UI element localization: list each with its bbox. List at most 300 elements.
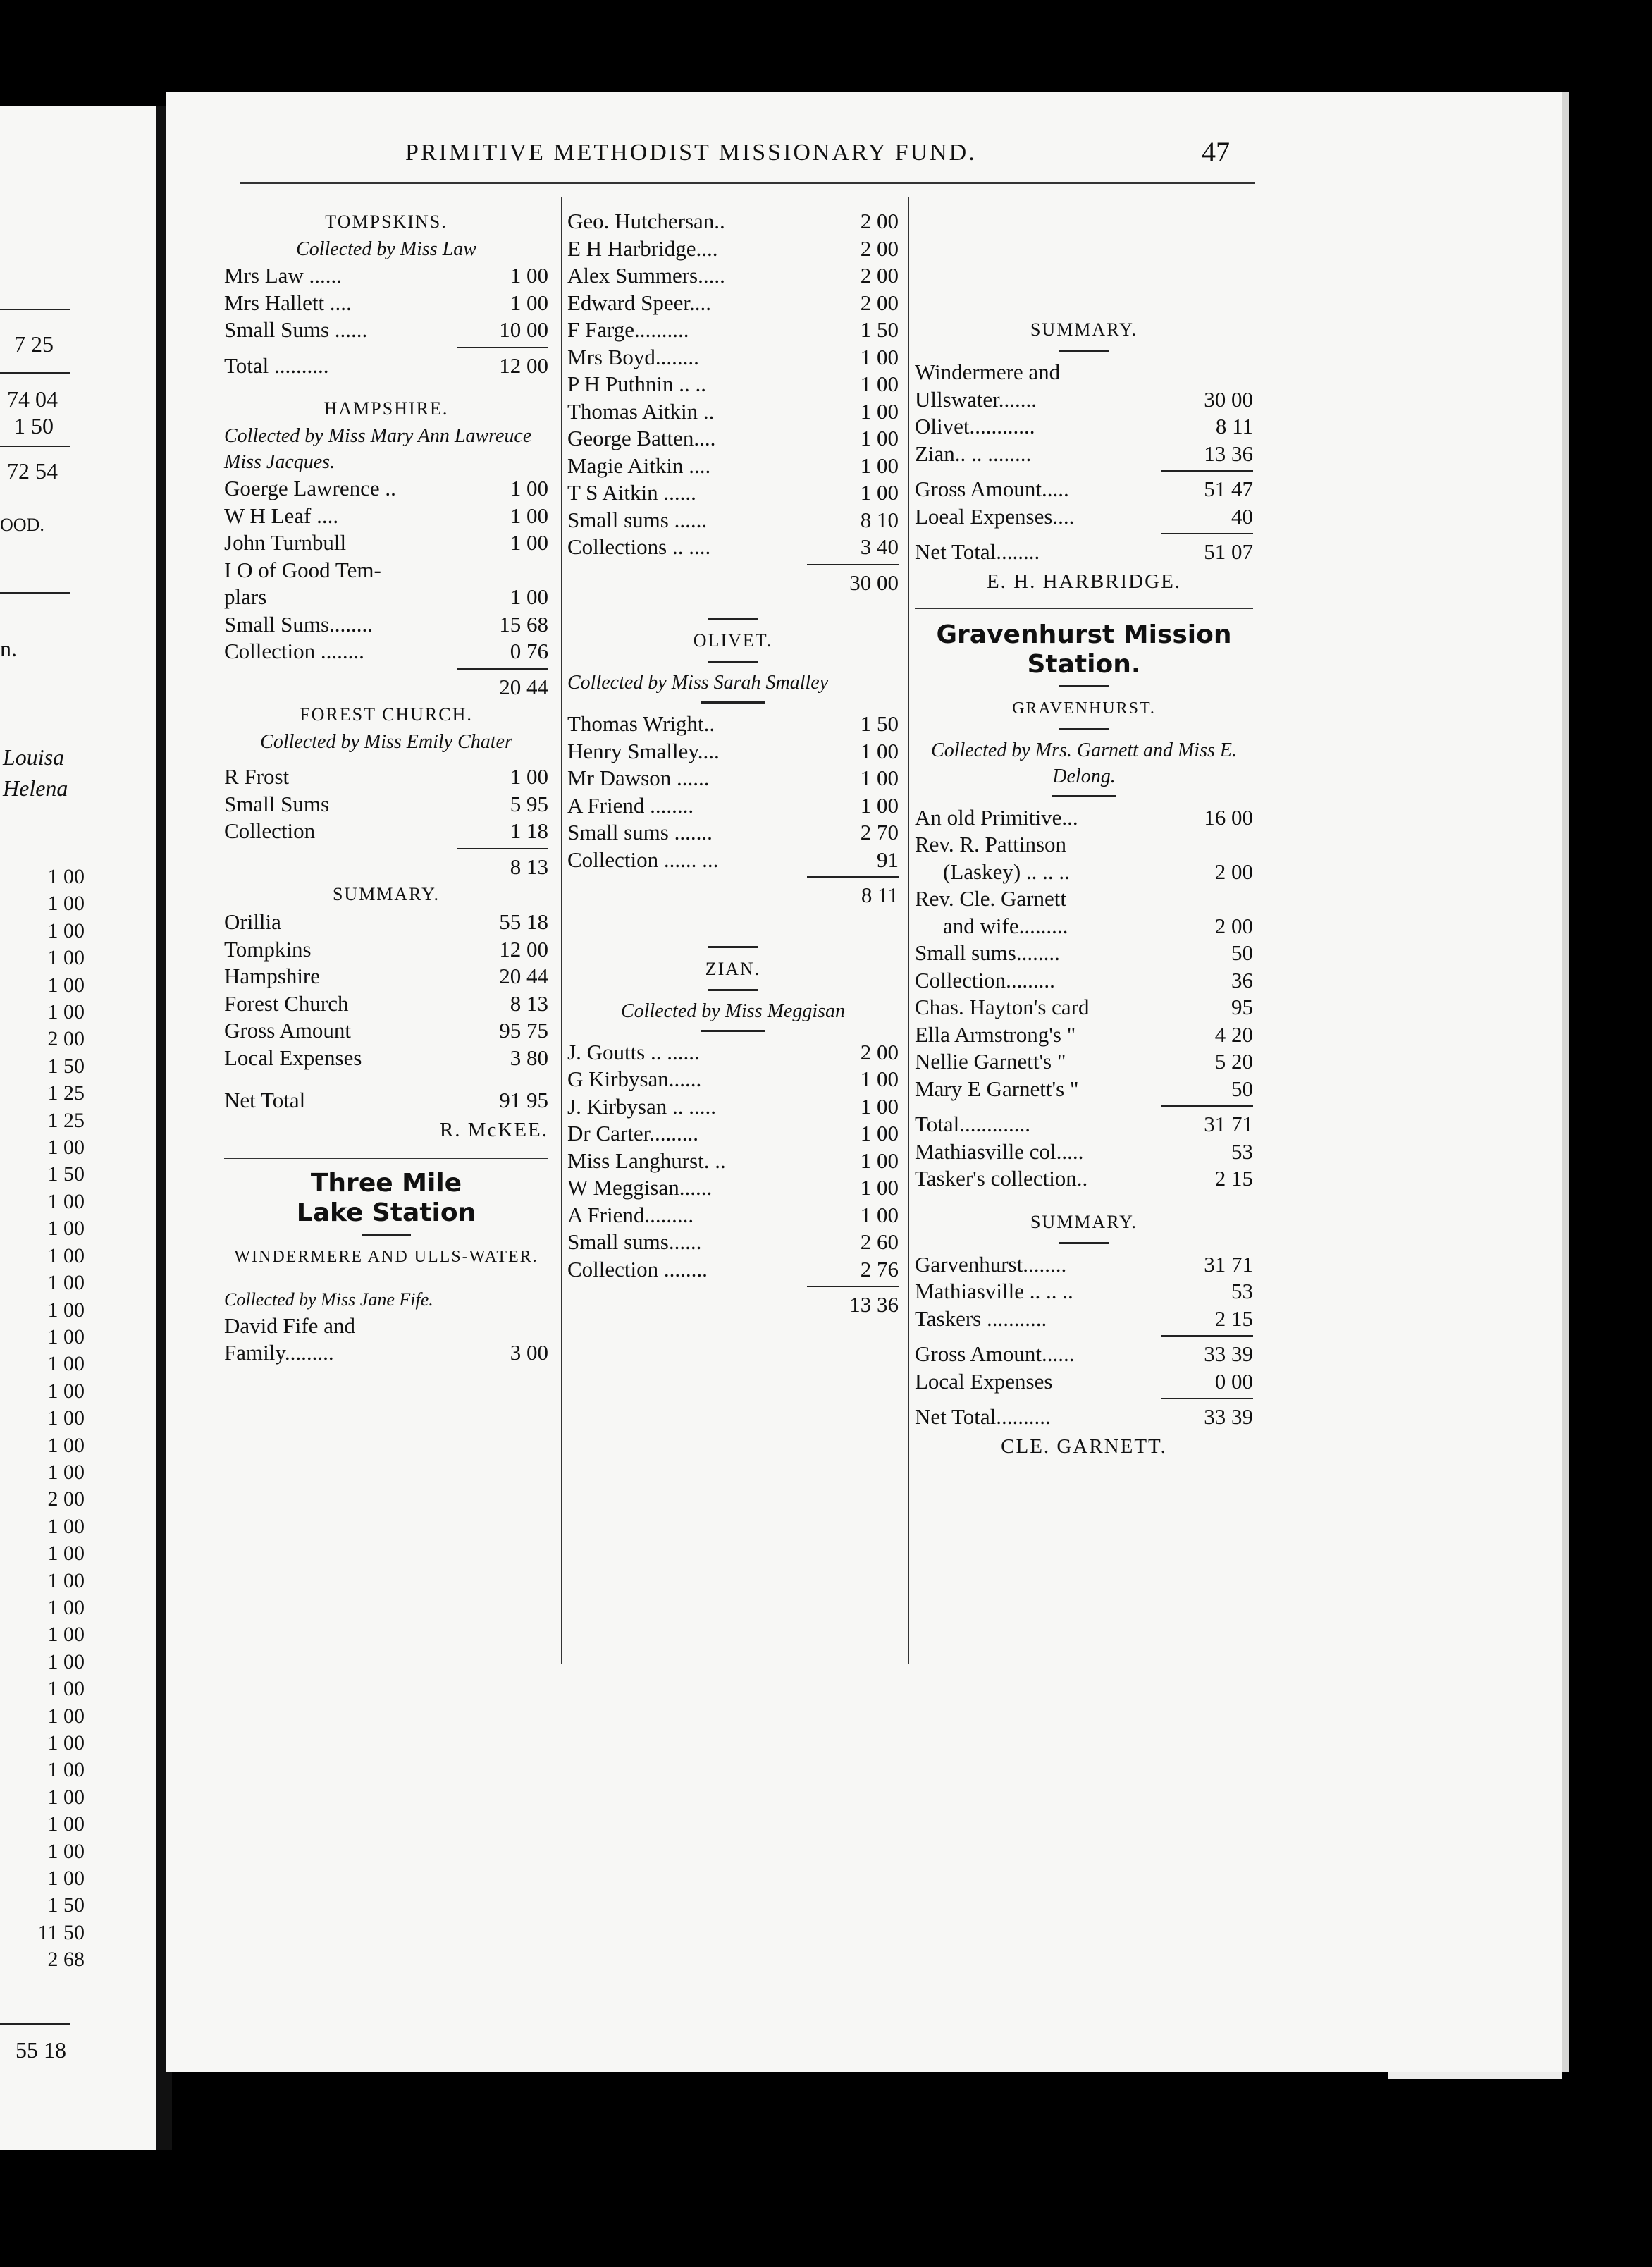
entry-row [567, 371, 899, 398]
left-amount: 1 00 [47, 892, 85, 916]
left-amount: 1 00 [47, 1785, 85, 1809]
row-amount: 53 [1231, 1279, 1253, 1303]
row-name: Taskers ........... [915, 1305, 1047, 1331]
short-rule [1059, 1242, 1109, 1244]
entry-row [224, 475, 548, 503]
spacer [224, 379, 548, 395]
row-amount: 2 00 [860, 290, 899, 315]
column-divider [561, 197, 562, 1664]
sum-rule [1161, 470, 1253, 472]
entry-row [567, 1120, 899, 1148]
collector-line: Collected by Mrs. Garnett and Miss E. Delong. [931, 739, 1237, 787]
header-rule [240, 182, 1255, 184]
entry-row [567, 534, 899, 561]
row-name: Garvenhurst........ [915, 1251, 1067, 1277]
sub-heading: GRAVENHURST. [1012, 699, 1156, 718]
divider [0, 2023, 70, 2025]
row-name: Small sums ...... [567, 507, 708, 532]
left-value: 1 50 [14, 413, 54, 438]
forest-list [224, 763, 548, 845]
entry-row [224, 638, 548, 665]
spacer [224, 1071, 548, 1087]
net-total-row [224, 1087, 548, 1114]
summary-row [915, 413, 1253, 441]
entry-row [567, 1202, 899, 1229]
sum-rule [457, 848, 548, 849]
row-name: Collection......... [915, 967, 1055, 993]
left-value: 74 04 [7, 386, 58, 412]
entry-row [224, 611, 548, 639]
spacer [567, 596, 899, 612]
row-name: Thomas Aitkin .. [567, 398, 715, 424]
row-amount: 1 50 [860, 317, 899, 342]
entry-row [224, 503, 548, 530]
row-amount: 30 00 [849, 570, 899, 595]
row-amount: 1 00 [510, 764, 548, 789]
tompkins-list [224, 262, 548, 344]
row-amount: 3 00 [510, 1340, 548, 1365]
left-fragment-text: n. [0, 636, 17, 661]
row-name: Hampshire [224, 964, 321, 988]
row-name: Collection ...... ... [567, 847, 719, 872]
row-name: Total............. [915, 1112, 1031, 1136]
row-amount: 50 [1231, 940, 1253, 965]
section-rule [915, 608, 1253, 610]
row-amount: 36 [1231, 967, 1253, 993]
divider [0, 592, 70, 594]
left-amount: 1 00 [47, 1379, 85, 1403]
section-heading: SUMMARY. [1030, 1211, 1138, 1232]
row-amount: 1 00 [860, 1148, 899, 1173]
spacer [224, 755, 548, 763]
row-amount: 2 00 [860, 1039, 899, 1064]
row-name: Small Sums ...... [224, 317, 368, 342]
entry-row [567, 290, 899, 317]
left-amount: 1 00 [47, 1271, 85, 1295]
short-rule [708, 661, 758, 663]
section-heading: TOMPSKINS. [325, 211, 448, 232]
left-value: 7 25 [14, 331, 54, 357]
row-amount: 1 00 [860, 371, 899, 396]
row-amount: 95 [1231, 995, 1253, 1019]
row-amount: 53 [1231, 1138, 1253, 1164]
entry-row [915, 940, 1253, 967]
left-amount: 1 00 [47, 973, 85, 997]
row-name: J. Kirbysan .. ..... [567, 1093, 716, 1119]
short-rule [1059, 728, 1109, 730]
left-amount: 1 00 [47, 1649, 85, 1673]
row-name: Small sums........ [915, 940, 1060, 965]
row-name: P H Puthnin .. .. [567, 371, 706, 396]
row-name: Orillia [224, 909, 281, 934]
spacer [567, 909, 899, 940]
short-rule [1059, 350, 1109, 352]
row-name: A Friend......... [567, 1202, 694, 1227]
short-rule [1059, 685, 1109, 687]
entry-row [915, 1076, 1253, 1103]
gross-row [915, 476, 1253, 503]
row-name: Net Total.......... [915, 1404, 1051, 1429]
row-amount: 1 00 [510, 290, 548, 315]
row-amount: 30 00 [1204, 386, 1253, 412]
entry-row [567, 1093, 899, 1121]
entry-row [567, 1256, 899, 1284]
row-name: Mrs Hallett .... [224, 290, 352, 315]
row-name: A Friend ........ [567, 792, 694, 818]
row-name: Local Expenses [915, 1368, 1053, 1394]
left-amount: 1 00 [47, 1812, 85, 1836]
row-amount: 1 00 [860, 344, 899, 369]
row-name: Mathiasville .. .. .. [915, 1279, 1073, 1303]
row-amount: 1 00 [860, 453, 899, 478]
row-name: Edward Speer.... [567, 290, 712, 315]
summary-row [224, 1017, 548, 1045]
row-name: Gross Amount [224, 1018, 351, 1043]
left-amount: 1 00 [47, 1677, 85, 1701]
short-rule [708, 618, 758, 620]
left-amount: 1 00 [47, 865, 85, 888]
entry-row [567, 1229, 899, 1256]
row-name: Forest Church [224, 990, 349, 1016]
entry-row [567, 479, 899, 507]
row-name: Tompkins [224, 936, 312, 962]
left-value: 72 54 [7, 458, 58, 484]
entry-row [567, 208, 899, 235]
entry-row [567, 235, 899, 263]
row-name: W H Leaf .... [224, 503, 339, 528]
subscriber-list [567, 208, 899, 561]
column-3 [915, 316, 1253, 1462]
left-amount: 1 00 [47, 1704, 85, 1728]
signature: E. H. HARBRIDGE. [986, 570, 1182, 593]
entry-row [915, 885, 1253, 913]
total-row [224, 352, 548, 380]
entry-row [915, 913, 1253, 940]
row-name: I O of Good Tem- [224, 557, 381, 582]
entry-row [567, 425, 899, 453]
row-name: Total .......... [224, 352, 329, 378]
row-amount: 1 00 [860, 1067, 899, 1091]
short-rule [1052, 795, 1116, 797]
row-name: Local Expenses [224, 1045, 362, 1070]
left-amount: 1 00 [47, 1623, 85, 1647]
row-name: Family......... [224, 1340, 334, 1365]
row-amount: 40 [1231, 503, 1253, 529]
left-amount: 1 00 [47, 1758, 85, 1782]
station-heading: Three Mile Lake Station [296, 1168, 476, 1227]
short-rule [701, 701, 765, 704]
left-page-fragment [0, 106, 156, 2150]
row-name: Collection ........ [567, 1256, 708, 1282]
row-amount: 3 80 [510, 1045, 548, 1070]
station-heading: Gravenhurst Mission Station. [936, 620, 1232, 679]
row-amount: 51 47 [1204, 477, 1253, 501]
row-amount: 33 39 [1204, 1341, 1253, 1366]
page-edge-shadow [1562, 92, 1569, 2072]
sum-rule [1161, 1335, 1253, 1337]
row-amount: 2 15 [1214, 1305, 1253, 1331]
entry-row [224, 763, 548, 791]
entry-row [915, 967, 1253, 995]
row-name: Small Sums [224, 791, 330, 816]
entry-row [567, 398, 899, 426]
row-amount: 33 39 [1204, 1404, 1253, 1429]
section-heading: FOREST CHURCH. [300, 704, 473, 725]
sum-rule [1161, 533, 1253, 534]
row-name: Dr Carter......... [567, 1121, 698, 1145]
sum-rule [457, 668, 548, 670]
row-amount: 1 00 [860, 792, 899, 818]
left-amount: 1 00 [47, 1867, 85, 1891]
row-name: Nellie Garnett's " [915, 1049, 1066, 1074]
entry-row [567, 819, 899, 847]
row-amount: 2 76 [860, 1256, 899, 1282]
row-name: T S Aitkin ...... [567, 480, 696, 505]
summary-row [224, 936, 548, 964]
left-amount: 1 00 [47, 1136, 85, 1160]
row-amount: 1 50 [860, 711, 899, 736]
entry-row [567, 1039, 899, 1067]
row-amount: 31 71 [1204, 1112, 1253, 1136]
row-name: Rev. Cle. Garnett [915, 886, 1066, 911]
row-amount: 12 00 [499, 352, 548, 378]
row-name: Collection ........ [224, 639, 364, 663]
row-amount: 20 44 [499, 674, 548, 699]
row-amount: 1 00 [860, 1121, 899, 1145]
row-name: Chas. Hayton's card [915, 995, 1090, 1019]
row-name: and wife......... [943, 913, 1068, 938]
left-amount: 1 00 [47, 1514, 85, 1538]
left-amount: 1 00 [47, 1595, 85, 1619]
entry-row [567, 507, 899, 534]
collector-line: Collected by Miss Jane Fife. [224, 1289, 433, 1310]
row-name: Magie Aitkin .... [567, 453, 711, 478]
signature: R. McKEE. [439, 1118, 548, 1141]
three-mile-list [224, 1313, 548, 1367]
short-rule [701, 1030, 765, 1032]
sum-rule [1161, 1398, 1253, 1399]
entry-row [224, 1339, 548, 1367]
row-name: David Fife and [224, 1313, 355, 1338]
row-name: An old Primitive... [915, 804, 1078, 830]
spacer [224, 1271, 548, 1286]
column-2 [567, 208, 899, 1319]
short-rule [708, 946, 758, 948]
row-amount: 2 00 [860, 263, 899, 288]
row-name: Mrs Boyd........ [567, 344, 699, 369]
left-amount: 1 00 [47, 1731, 85, 1755]
row-amount: 0 00 [1214, 1368, 1253, 1394]
section-heading: ZIAN. [705, 958, 761, 979]
total-row [915, 1138, 1253, 1166]
left-amount: 1 50 [47, 1893, 85, 1917]
row-amount: 3 40 [860, 534, 899, 559]
row-amount: 1 00 [860, 426, 899, 450]
short-rule [708, 989, 758, 991]
summary-row [915, 1305, 1253, 1333]
row-amount: 10 00 [499, 317, 548, 342]
left-fragment-text: Helena [3, 775, 68, 801]
row-amount: 2 00 [860, 235, 899, 261]
section-heading: SUMMARY. [332, 884, 440, 904]
left-amount: 2 00 [47, 1487, 85, 1511]
entry-row [915, 831, 1253, 859]
row-amount: 8 11 [861, 883, 899, 907]
row-amount: 0 76 [510, 639, 548, 663]
row-name: Gross Amount...... [915, 1341, 1075, 1366]
row-amount: 5 95 [510, 791, 548, 816]
entry-row [224, 317, 548, 344]
hampshire-list [224, 475, 548, 665]
row-name: Alex Summers..... [567, 263, 725, 288]
left-amount: 1 00 [47, 946, 85, 970]
row-amount: 1 00 [860, 738, 899, 763]
left-amount: 2 68 [47, 1948, 85, 1972]
entry-row [567, 317, 899, 344]
zian-list [567, 1039, 899, 1284]
row-name: Small Sums........ [224, 611, 374, 637]
total-row [224, 854, 548, 881]
row-name: Gross Amount..... [915, 477, 1069, 501]
left-amount: 1 00 [47, 1243, 85, 1267]
collector-line: Collected by Miss Mary Ann Lawreuce Miss Jacques. [224, 425, 532, 473]
row-amount: 51 07 [1204, 539, 1253, 564]
entry-row [567, 847, 899, 874]
entry-row [567, 792, 899, 820]
entry-row [915, 804, 1253, 832]
summary-row [224, 1045, 548, 1072]
row-amount: 95 75 [499, 1018, 548, 1043]
summary-row [915, 386, 1253, 414]
short-rule [362, 1234, 411, 1236]
sum-rule [807, 564, 899, 565]
row-name: Ella Armstrong's " [915, 1021, 1076, 1047]
row-name: Small sums ....... [567, 820, 713, 844]
row-amount: 8 13 [510, 854, 548, 879]
row-name: Net Total [224, 1088, 306, 1112]
row-name: G Kirbysan...... [567, 1067, 702, 1091]
row-name: plars [224, 584, 267, 609]
entry-row [915, 1048, 1253, 1076]
row-amount: 1 00 [860, 480, 899, 505]
row-name: Mrs Law ...... [224, 263, 343, 288]
row-amount: 2 15 [1214, 1166, 1253, 1191]
left-amount: 1 00 [47, 1433, 85, 1457]
left-amount: 1 00 [47, 919, 85, 942]
total-row [567, 1291, 899, 1319]
entry-row [224, 290, 548, 317]
row-name: Loeal Expenses.... [915, 503, 1075, 529]
row-name: Small sums...... [567, 1229, 702, 1254]
left-amount: 1 00 [47, 1568, 85, 1592]
row-name: Mary E Garnett's " [915, 1076, 1079, 1101]
summary-row [915, 441, 1253, 468]
entry-row [567, 1148, 899, 1175]
column-divider [908, 197, 909, 1664]
total-row [567, 570, 899, 597]
row-name: Zian.. .. ........ [915, 441, 1032, 466]
gravenhurst-totals [915, 1111, 1253, 1193]
summary-row [915, 1278, 1253, 1305]
row-name: Mathiasville col..... [915, 1138, 1084, 1164]
left-amount: 1 00 [47, 1000, 85, 1024]
row-amount: 1 00 [860, 398, 899, 424]
sum-rule [1161, 1105, 1253, 1107]
entry-row [915, 1021, 1253, 1049]
summary-row [915, 359, 1253, 386]
row-name: W Meggisan...... [567, 1175, 713, 1200]
left-amount: 1 00 [47, 1217, 85, 1241]
left-amount: 1 25 [47, 1108, 85, 1132]
page-title: PRIMITIVE METHODIST MISSIONARY FUND. [405, 140, 977, 166]
row-name: Geo. Hutchersan.. [567, 209, 725, 233]
signature: CLE. GARNETT. [1001, 1434, 1167, 1458]
row-amount: 2 00 [1214, 913, 1253, 938]
local-row [915, 503, 1253, 531]
left-amount: 1 00 [47, 1352, 85, 1376]
total-row [915, 1111, 1253, 1138]
collector-line: Collected by Miss Meggisan [620, 1000, 846, 1022]
gross-row [915, 1341, 1253, 1368]
row-name: Collections .. .... [567, 534, 711, 559]
sum-rule [457, 347, 548, 348]
summary-row [915, 1251, 1253, 1279]
row-amount: 2 00 [1214, 859, 1253, 884]
row-amount: 1 00 [510, 476, 548, 500]
left-amount: 1 25 [47, 1081, 85, 1105]
entry-row [567, 765, 899, 792]
left-total: 55 18 [16, 2037, 66, 2063]
row-amount: 1 00 [860, 1093, 899, 1119]
row-amount: 1 00 [510, 263, 548, 288]
entry-row [224, 529, 548, 557]
entry-row [915, 994, 1253, 1021]
row-amount: 1 00 [860, 766, 899, 790]
row-amount: 1 00 [510, 503, 548, 528]
left-amount: 1 00 [47, 1460, 85, 1484]
row-amount: 4 20 [1214, 1021, 1253, 1047]
entry-row [567, 1174, 899, 1202]
collector-line: Collected by Miss Emily Chater [260, 731, 512, 753]
left-amount: 1 00 [47, 1839, 85, 1863]
local-row [915, 1368, 1253, 1396]
section-heading: SUMMARY. [1030, 319, 1138, 340]
row-name: Thomas Wright.. [567, 711, 715, 736]
entry-row [224, 791, 548, 818]
total-row [915, 1165, 1253, 1193]
entry-row [567, 738, 899, 766]
entry-row [224, 557, 548, 584]
divider [0, 372, 70, 374]
row-amount: 55 18 [499, 909, 548, 934]
row-amount: 2 60 [860, 1229, 899, 1254]
left-amounts-list [21, 864, 85, 1974]
row-amount: 5 20 [1214, 1049, 1253, 1074]
row-amount: 1 00 [860, 1202, 899, 1227]
entry-row [567, 344, 899, 371]
section-rule [224, 1157, 548, 1159]
entry-row [567, 262, 899, 290]
total-row [567, 882, 899, 909]
left-amount: 1 00 [47, 1542, 85, 1566]
left-amount: 11 50 [37, 1920, 85, 1944]
left-amount: 1 50 [47, 1054, 85, 1078]
row-amount: 2 00 [860, 209, 899, 233]
gravenhurst-list [915, 804, 1253, 1103]
row-name: John Turnbull [224, 530, 347, 555]
net-total-row [915, 1403, 1253, 1431]
row-amount: 8 10 [860, 507, 899, 532]
